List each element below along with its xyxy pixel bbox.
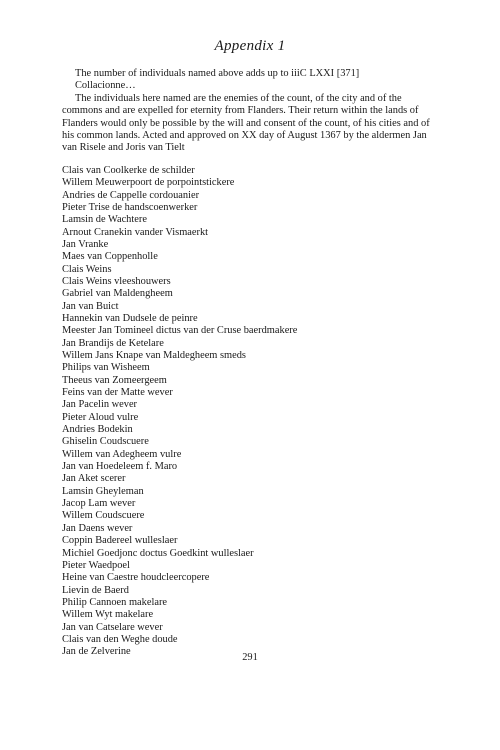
name-entry: Jan van Hoedeleem f. Maro — [62, 461, 178, 473]
name-entry: Lamsin Gheyleman — [62, 485, 144, 497]
name-entry: Maes van Coppenholle — [62, 251, 158, 263]
name-entry: Willem Wyt makelare — [62, 609, 154, 621]
name-entry: Jacop Lam wever — [62, 498, 136, 510]
name-entry: Theeus van Zomeergeem — [62, 374, 167, 386]
name-entry: Willem van Adegheem vulre — [62, 448, 182, 460]
expulsion-paragraph: The individuals here named are the enemies of the count, of the city and of the commons and are expelled for eternity from Flanders. Their return within the lands of Flanders would only be possible by the will and consent of the count, of his cities and of his common lands. Acted and approved on XX day of August 1367 by the aldermen Jan van Risele and Joris van Tielt — [62, 92, 430, 154]
name-entry: Clais Weins vleeshouwers — [62, 275, 171, 287]
name-entry: Pieter Waedpoel — [62, 559, 130, 571]
name-entry: Heine van Caestre houdcleercopere — [62, 572, 210, 584]
name-entry: Gabriel van Maldengheem — [62, 288, 173, 300]
name-entry: Clais Weins — [62, 263, 112, 275]
name-entry: Clais van den Weghe doude — [62, 633, 178, 645]
name-entry: Philips van Wisheem — [62, 362, 150, 374]
name-entry: Jan van Buict — [62, 300, 119, 312]
name-entry: Feins van der Matte wever — [62, 387, 173, 399]
name-entry: Jan de Zelverine — [62, 646, 131, 658]
names-list — [62, 165, 436, 659]
name-entry: Hannekin van Dudsele de peinre — [62, 312, 198, 324]
name-entry: Jan Pacelin wever — [62, 399, 138, 411]
name-entry: Jan van Catselare wever — [62, 621, 163, 633]
name-entry: Arnout Cranekin vander Vismaerkt — [62, 226, 209, 238]
name-entry: Michiel Goedjonc doctus Goedkint wulleslaer — [62, 547, 254, 559]
name-entry: Pieter Aloud vulre — [62, 411, 139, 423]
summary-paragraph-line-2: Collacionne… — [75, 80, 136, 92]
name-entry: Willem Meuwerpoort de porpointstickere — [62, 177, 235, 189]
name-entry: Willem Jans Knape van Maldegheem smeds — [62, 350, 246, 361]
page-body — [62, 68, 436, 659]
name-entry: Lamsin de Wachtere — [62, 214, 147, 226]
name-entry: Clais van Coolkerke de schilder — [62, 164, 195, 176]
name-entry: Willem Coudscuere — [62, 510, 145, 522]
name-entry: Jan Daens wever — [62, 522, 133, 534]
name-entry: Meester Jan Tomineel dictus van der Cruse baerdmakere — [62, 325, 298, 337]
page-number: 291 — [242, 652, 258, 663]
name-entry: Andries de Cappelle cordouanier — [62, 189, 200, 201]
name-entry: Andries Bodekin — [62, 424, 133, 436]
name-entry: Lievin de Baerd — [62, 584, 129, 596]
name-entry: Jan Vranke — [62, 238, 109, 250]
name-entry: Jan Brandijs de Ketelare — [62, 337, 164, 349]
name-entry: Coppin Badereel wulleslaer — [62, 535, 178, 547]
name-entry: Jan Aket scerer — [62, 473, 126, 485]
summary-paragraph-line-1: The number of individuals named above adds up to iiiC LXXI [371] — [75, 68, 360, 79]
name-entry: Ghiselin Coudscuere — [62, 436, 149, 448]
page-title: Appendix 1 — [214, 38, 286, 54]
name-entry: Pieter Trise de handscoenwerker — [62, 201, 198, 213]
name-entry: Philip Cannoen makelare — [62, 596, 168, 608]
